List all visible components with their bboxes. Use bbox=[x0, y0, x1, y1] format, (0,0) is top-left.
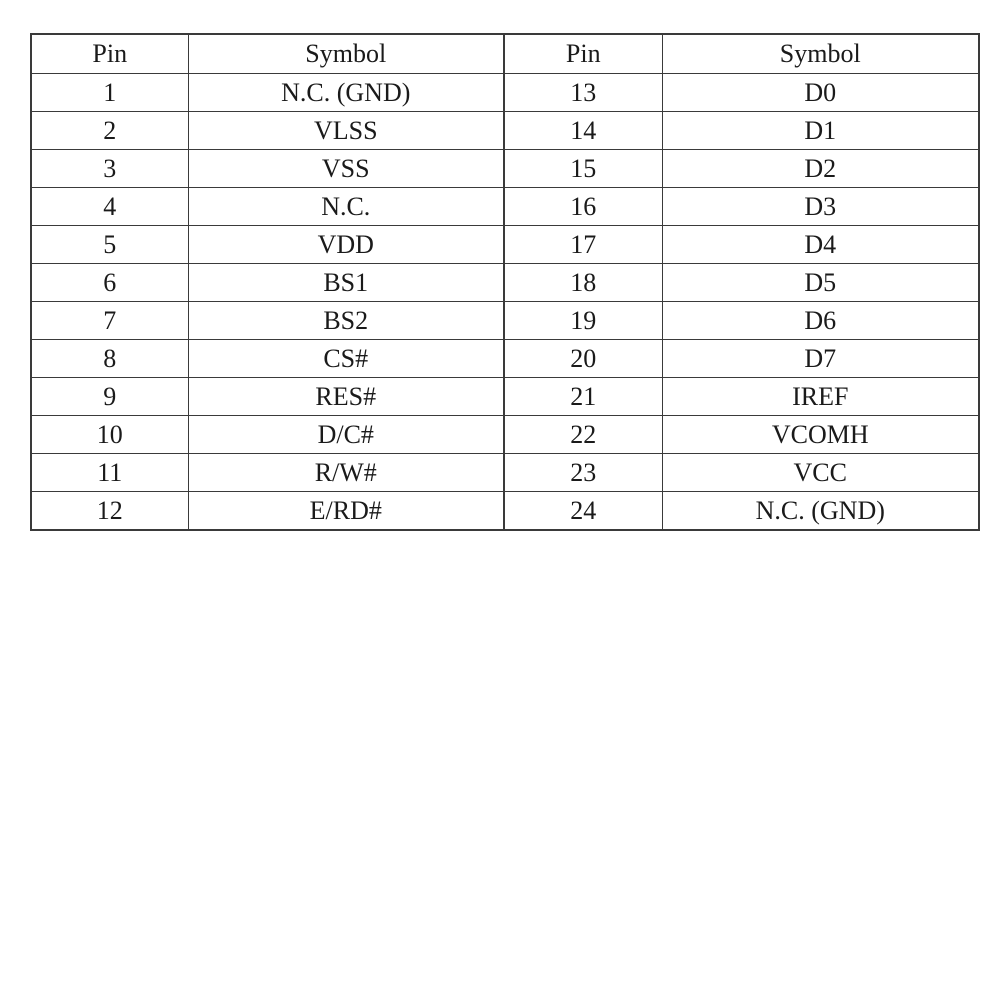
pin-right-cell: 14 bbox=[504, 112, 662, 150]
symbol-left-cell: VSS bbox=[188, 150, 504, 188]
table-row bbox=[31, 188, 979, 226]
table-body bbox=[31, 74, 979, 531]
symbol-right-cell: D3 bbox=[662, 188, 979, 226]
symbol-left-cell: RES# bbox=[188, 378, 504, 416]
symbol-left-cell: VLSS bbox=[188, 112, 504, 150]
pin-left-cell: 7 bbox=[31, 302, 188, 340]
symbol-left-cell: N.C. (GND) bbox=[188, 74, 504, 112]
header-symbol-left: Symbol bbox=[188, 34, 504, 74]
symbol-right-cell: D5 bbox=[662, 264, 979, 302]
pin-left-cell: 9 bbox=[31, 378, 188, 416]
symbol-left-cell: R/W# bbox=[188, 454, 504, 492]
table-row bbox=[31, 226, 979, 264]
pin-right-cell: 16 bbox=[504, 188, 662, 226]
header-pin-right: Pin bbox=[504, 34, 662, 74]
symbol-left-cell: D/C# bbox=[188, 416, 504, 454]
symbol-right-cell: D1 bbox=[662, 112, 979, 150]
pin-left-cell: 6 bbox=[31, 264, 188, 302]
pin-left-cell: 12 bbox=[31, 492, 188, 531]
pin-right-cell: 21 bbox=[504, 378, 662, 416]
table-row bbox=[31, 150, 979, 188]
pin-right-cell: 19 bbox=[504, 302, 662, 340]
symbol-left-cell: BS1 bbox=[188, 264, 504, 302]
pin-right-cell: 18 bbox=[504, 264, 662, 302]
symbol-left-cell: BS2 bbox=[188, 302, 504, 340]
symbol-right-cell: D2 bbox=[662, 150, 979, 188]
table-header-row bbox=[31, 34, 979, 74]
pin-left-cell: 10 bbox=[31, 416, 188, 454]
pin-left-cell: 2 bbox=[31, 112, 188, 150]
pin-right-cell: 22 bbox=[504, 416, 662, 454]
pin-left-cell: 5 bbox=[31, 226, 188, 264]
table-row bbox=[31, 492, 979, 531]
pin-left-cell: 4 bbox=[31, 188, 188, 226]
header-pin-left: Pin bbox=[31, 34, 188, 74]
symbol-left-cell: E/RD# bbox=[188, 492, 504, 531]
symbol-right-cell: N.C. (GND) bbox=[662, 492, 979, 531]
pin-left-cell: 1 bbox=[31, 74, 188, 112]
table-row bbox=[31, 74, 979, 112]
pin-right-cell: 23 bbox=[504, 454, 662, 492]
table-row bbox=[31, 112, 979, 150]
table-row bbox=[31, 416, 979, 454]
symbol-right-cell: D4 bbox=[662, 226, 979, 264]
table-row bbox=[31, 378, 979, 416]
pin-right-cell: 13 bbox=[504, 74, 662, 112]
pin-left-cell: 3 bbox=[31, 150, 188, 188]
symbol-right-cell: VCC bbox=[662, 454, 979, 492]
pin-assignment-table bbox=[30, 33, 980, 531]
pin-right-cell: 17 bbox=[504, 226, 662, 264]
symbol-left-cell: N.C. bbox=[188, 188, 504, 226]
symbol-right-cell: IREF bbox=[662, 378, 979, 416]
symbol-left-cell: VDD bbox=[188, 226, 504, 264]
symbol-right-cell: VCOMH bbox=[662, 416, 979, 454]
pin-left-cell: 8 bbox=[31, 340, 188, 378]
header-symbol-right: Symbol bbox=[662, 34, 979, 74]
symbol-left-cell: CS# bbox=[188, 340, 504, 378]
pin-left-cell: 11 bbox=[31, 454, 188, 492]
pin-right-cell: 24 bbox=[504, 492, 662, 531]
table-row bbox=[31, 264, 979, 302]
symbol-right-cell: D7 bbox=[662, 340, 979, 378]
pin-right-cell: 15 bbox=[504, 150, 662, 188]
pin-right-cell: 20 bbox=[504, 340, 662, 378]
table-row bbox=[31, 302, 979, 340]
table-row bbox=[31, 340, 979, 378]
table-row bbox=[31, 454, 979, 492]
symbol-right-cell: D6 bbox=[662, 302, 979, 340]
symbol-right-cell: D0 bbox=[662, 74, 979, 112]
